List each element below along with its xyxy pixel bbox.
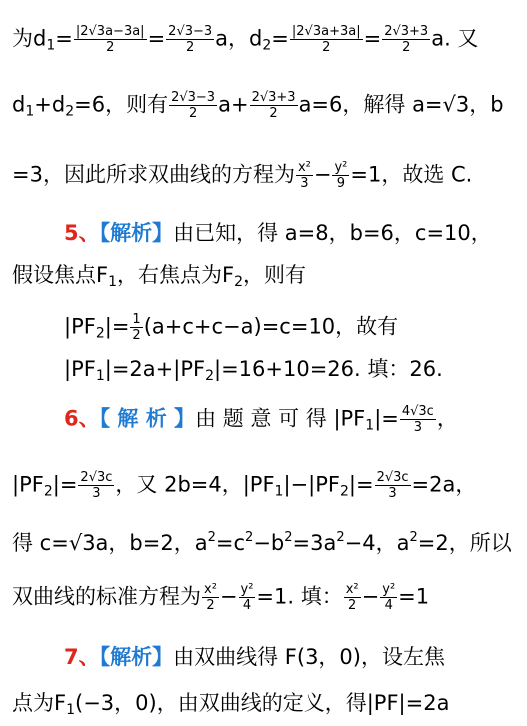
fraction <box>130 312 142 343</box>
numerator: 4√3c <box>401 404 434 419</box>
text: 点为F <box>12 691 67 715</box>
text: (a+c+c−a)=c=10，故有 <box>143 314 399 339</box>
text: ，又 2b=4，|PF <box>115 472 275 497</box>
denominator: 4 <box>384 598 393 613</box>
fraction <box>380 582 397 613</box>
text: 双曲线的标准方程为 <box>12 584 201 609</box>
problem-6-heading <box>64 404 458 435</box>
superscript: 2 <box>245 530 254 545</box>
text: |= <box>52 472 78 497</box>
denominator: 3 <box>92 486 101 501</box>
problem-number: 7、 <box>64 645 100 669</box>
superscript: 2 <box>409 530 418 545</box>
denominator: 3 <box>413 420 422 435</box>
subscript: 1 <box>46 37 56 54</box>
text-line-9 <box>12 470 476 501</box>
numerator: x² <box>297 160 311 175</box>
problem-5-heading <box>64 220 492 246</box>
denominator: 4 <box>242 598 252 613</box>
text: − <box>219 584 238 609</box>
denominator: 2 <box>269 106 278 121</box>
text: =1. 填： <box>256 584 343 609</box>
text: |PF <box>12 472 44 497</box>
denominator: 2 <box>348 598 357 613</box>
text: =1 <box>398 584 430 609</box>
fraction <box>250 90 298 121</box>
fraction <box>74 24 147 55</box>
text: 由双曲线得 F(3，0)，设左焦 <box>173 645 445 669</box>
denominator: 3 <box>388 486 397 501</box>
text: 假设焦点F <box>12 263 109 287</box>
fraction <box>382 24 430 55</box>
numerator: x² <box>345 582 359 597</box>
numerator: 2√3c <box>376 470 409 485</box>
analysis-label: 【 解 析 】 <box>99 406 196 431</box>
numerator: y² <box>382 582 396 597</box>
text: a+ <box>218 92 249 117</box>
numerator: 2√3−3 <box>171 90 216 105</box>
text-line-2 <box>12 90 504 121</box>
fraction <box>400 404 436 435</box>
numerator: 1 <box>132 312 141 327</box>
text: |−|PF <box>283 472 340 497</box>
subscript: 2 <box>339 483 349 500</box>
text: a. 又 <box>431 26 479 51</box>
numerator: x² <box>204 582 217 597</box>
problem-number: 6、 <box>64 406 100 431</box>
numerator: 2√3c <box>80 470 113 485</box>
problem-7-heading <box>64 644 445 670</box>
text: =3a <box>292 531 337 555</box>
numerator: y² <box>334 160 348 175</box>
fraction <box>332 160 349 191</box>
numerator: y² <box>240 582 254 597</box>
denominator: 3 <box>300 176 309 191</box>
fraction <box>202 582 219 613</box>
text: 得 c=√3a，b=2，a <box>12 531 208 555</box>
denominator: 2 <box>188 106 198 121</box>
subscript: 2 <box>262 37 272 54</box>
subscript: 2 <box>65 103 75 120</box>
text: |=2a+|PF <box>104 357 206 381</box>
text: =c <box>215 531 246 555</box>
text-line-6 <box>64 312 398 343</box>
text: ，则有 <box>243 263 307 287</box>
denominator: 2 <box>206 598 215 613</box>
text: − <box>313 162 332 187</box>
text: − <box>361 584 380 609</box>
numerator: 2√3+3 <box>384 24 429 39</box>
text: = <box>55 26 73 51</box>
fraction <box>166 24 214 55</box>
text: = <box>147 26 166 51</box>
denominator: 2 <box>106 40 115 55</box>
numerator: 2√3−3 <box>168 24 213 39</box>
fraction <box>78 470 114 501</box>
text: |PF <box>64 357 96 381</box>
text: |= <box>374 406 399 431</box>
text: = <box>271 26 289 51</box>
text: =2，所以 <box>417 531 512 555</box>
text: |=16+10=26. 填：26. <box>214 357 443 381</box>
text: |PF <box>64 314 96 339</box>
text-line-11 <box>12 582 429 613</box>
text: −4，a <box>344 531 410 555</box>
subscript: 1 <box>108 274 118 290</box>
superscript: 2 <box>336 530 345 545</box>
denominator: 2 <box>402 40 411 55</box>
denominator: 2 <box>322 40 331 55</box>
text: a=6，解得 a=√3，b <box>298 92 504 117</box>
text: +d <box>34 92 66 117</box>
fraction <box>169 90 217 121</box>
fraction <box>296 160 313 191</box>
subscript: 1 <box>365 417 375 434</box>
text: =3，因此所求双曲线的方程为 <box>12 162 295 187</box>
denominator: 9 <box>336 176 346 191</box>
text-line-1 <box>12 24 478 55</box>
numerator: |2√3a+3a| <box>291 24 361 39</box>
text-line-3 <box>12 160 472 191</box>
text: d <box>12 92 26 117</box>
subscript: 2 <box>205 368 214 384</box>
fraction <box>239 582 256 613</box>
text: =2a， <box>411 472 477 497</box>
numerator: |2√3a−3a| <box>75 24 145 39</box>
problem-number: 5、 <box>64 221 100 245</box>
analysis-label: 【解析】 <box>99 221 174 245</box>
text: ，右焦点为F <box>117 263 235 287</box>
subscript: 1 <box>95 368 105 384</box>
fraction <box>290 24 363 55</box>
subscript: 1 <box>274 483 284 500</box>
analysis-label: 【解析】 <box>99 645 174 669</box>
text: = <box>363 26 382 51</box>
denominator: 2 <box>186 40 195 55</box>
numerator: 2√3+3 <box>251 90 296 105</box>
text-line-5 <box>12 262 306 288</box>
subscript: 1 <box>66 702 76 718</box>
subscript: 2 <box>234 274 244 290</box>
text: −b <box>253 531 285 555</box>
text-line-7 <box>64 356 443 382</box>
text: 由已知，得 a=8，b=6，c=10， <box>173 221 492 245</box>
text: (−3，0)，由双曲线的定义，得|PF|=2a <box>75 691 450 715</box>
denominator: 2 <box>132 328 141 343</box>
superscript: 2 <box>207 530 216 545</box>
text: a，d <box>215 26 263 51</box>
text: ， <box>436 406 458 431</box>
subscript: 2 <box>95 325 105 342</box>
text-line-10 <box>12 530 512 556</box>
text: |= <box>104 314 130 339</box>
subscript: 1 <box>25 103 35 120</box>
text: |= <box>348 472 374 497</box>
text-line-13 <box>12 690 449 716</box>
fraction <box>375 470 411 501</box>
text: =1，故选 C. <box>350 162 473 187</box>
text: 由 题 意 可 得 |PF <box>195 406 366 431</box>
subscript: 2 <box>43 483 53 500</box>
fraction <box>344 582 361 613</box>
superscript: 2 <box>284 530 293 545</box>
text: 为d <box>12 26 47 51</box>
text: =6，则有 <box>74 92 169 117</box>
